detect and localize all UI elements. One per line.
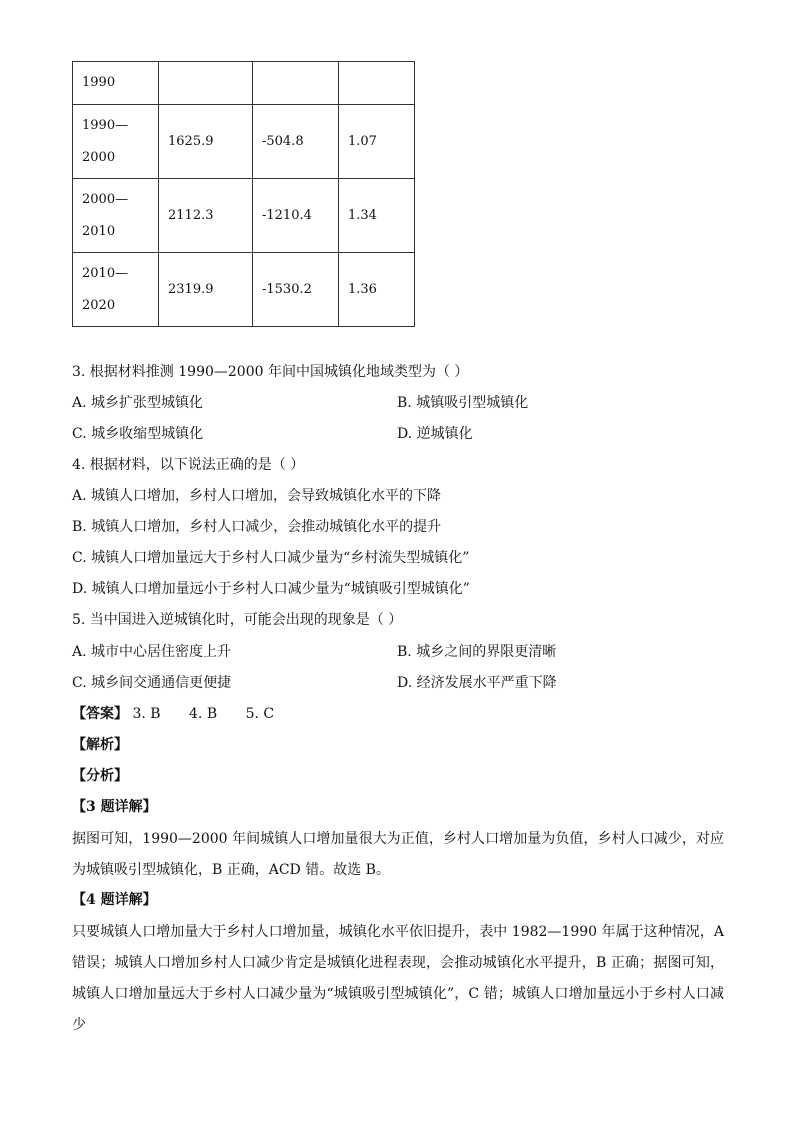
urban-cell: 2319.9 bbox=[159, 253, 253, 327]
q4-option-b: B. 城镇人口增加，乡村人口减少，会推动城镇化水平的提升 bbox=[72, 519, 442, 535]
q4-option-a: A. 城镇人口增加，乡村人口增加，会导致城镇化水平的下降 bbox=[72, 488, 442, 504]
answer-line bbox=[72, 704, 298, 724]
ratio-cell: 1.07 bbox=[339, 105, 415, 179]
urban-cell: 1625.9 bbox=[159, 105, 253, 179]
rural-cell: -504.8 bbox=[253, 105, 339, 179]
period-cell: 1990—2000 bbox=[73, 105, 159, 179]
q3-detail-text: 据图可知，1990—2000 年间城镇人口增加量很大为正值，乡村人口增加量为负值，乡村人口减少，对应为城镇吸引型城镇化，B 正确，ACD 错。故选 B。 bbox=[72, 831, 724, 878]
ratio-cell: 1.36 bbox=[339, 253, 415, 327]
period-cell: 2010—2020 bbox=[73, 253, 159, 327]
urban-cell bbox=[159, 62, 253, 105]
rural-cell: -1210.4 bbox=[253, 179, 339, 253]
q5-option-c: C. 城乡间交通通信更便捷 bbox=[72, 675, 232, 691]
q5-option-b: B. 城乡之间的界限更清晰 bbox=[397, 644, 557, 660]
q5-option-d: D. 经济发展水平严重下降 bbox=[397, 675, 557, 691]
rural-cell: -1530.2 bbox=[253, 253, 339, 327]
answer-item: 5. C bbox=[245, 706, 275, 722]
answer-label: 【答案】 bbox=[72, 706, 128, 722]
period-cell: 2000—2010 bbox=[73, 179, 159, 253]
ratio-cell bbox=[339, 62, 415, 105]
q4-detail-text: 只要城镇人口增加量大于乡村人口增加量，城镇化水平依旧提升，表中 1982—1990 年属于这种情况，A 错误；城镇人口增加乡村人口减少肯定是城镇化进程表现，会推动城镇化水平提升，B 正确；据图可知，城镇人口增加量远大于乡村人口减少量为“城镇吸引型城镇化”，C 错；城镇人口增加量远小于乡村人口减少 bbox=[72, 924, 724, 1033]
q3-option-a: A. 城乡扩张型城镇化 bbox=[72, 395, 204, 411]
q3-option-c: C. 城乡收缩型城镇化 bbox=[72, 426, 204, 442]
q3-stem: 3. 根据材料推测 1990—2000 年间中国城镇化地域类型为（ ） bbox=[72, 364, 469, 380]
analysis-heading: 【解析】 bbox=[72, 737, 128, 753]
rural-cell bbox=[253, 62, 339, 105]
q5-stem: 5. 当中国进入逆城镇化时，可能会出现的现象是（ ） bbox=[72, 612, 403, 628]
period-cell: 1990 bbox=[73, 62, 159, 105]
ratio-cell: 1.34 bbox=[339, 179, 415, 253]
q4-stem: 4. 根据材料，以下说法正确的是（ ） bbox=[72, 457, 305, 473]
answer-item: 3. B bbox=[132, 706, 161, 722]
q3-option-b: B. 城镇吸引型城镇化 bbox=[397, 395, 529, 411]
urban-cell: 2112.3 bbox=[159, 179, 253, 253]
table-row bbox=[73, 62, 415, 105]
q3-option-d: D. 逆城镇化 bbox=[397, 426, 473, 442]
table-row bbox=[73, 105, 415, 179]
q4-detail-heading: 【4 题详解】 bbox=[72, 892, 157, 908]
q4-option-c: C. 城镇人口增加量远大于乡村人口减少量为“乡村流失型城镇化” bbox=[72, 550, 470, 566]
q5-option-a: A. 城市中心居住密度上升 bbox=[72, 644, 232, 660]
fenxi-heading: 【分析】 bbox=[72, 768, 128, 784]
table-row bbox=[73, 253, 415, 327]
answer-item: 4. B bbox=[189, 706, 218, 722]
table-row bbox=[73, 179, 415, 253]
q3-detail-heading: 【3 题详解】 bbox=[72, 799, 157, 815]
q4-option-d: D. 城镇人口增加量远小于乡村人口减少量为“城镇吸引型城镇化” bbox=[72, 581, 470, 597]
population-table bbox=[72, 61, 415, 327]
